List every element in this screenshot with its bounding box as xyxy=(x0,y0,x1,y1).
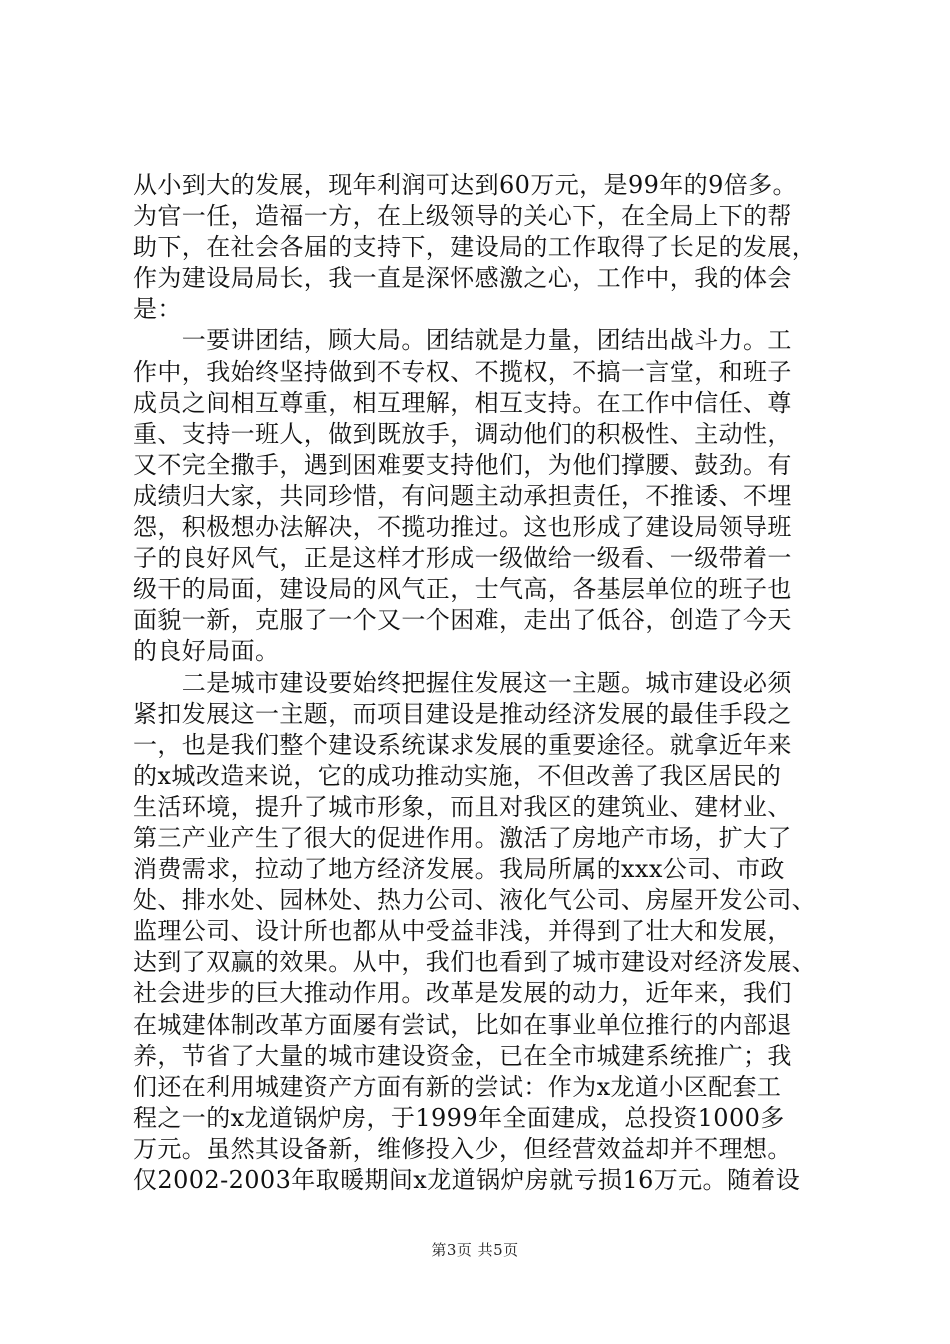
text-line: 级干的局面，建设局的风气正，士气高，各基层单位的班子也 xyxy=(133,575,792,604)
text-line: 第三产业产生了很大的促进作用。激活了房地产市场，扩大了 xyxy=(133,823,792,852)
text-line: 达到了双赢的效果。从中，我们也看到了城市建设对经济发展、 xyxy=(133,948,817,977)
text-line: 消费需求，拉动了地方经济发展。我局所属的xxx公司、市政 xyxy=(133,855,785,884)
text-line: 仅2002-2003年取暖期间x龙道锅炉房就亏损16万元。随着设 xyxy=(133,1166,801,1194)
text-line: 一要讲团结，顾大局。团结就是力量，团结出战斗力。工 xyxy=(133,326,792,355)
text-line: 助下，在社会各届的支持下，建设局的工作取得了长足的发展， xyxy=(133,233,817,262)
text-line: 紧扣发展这一主题，而项目建设是推动经济发展的最佳手段之 xyxy=(133,699,792,728)
text-line: 怨，积极想办法解决，不揽功推过。这也形成了建设局领导班 xyxy=(133,513,792,542)
text-line: 的x城改造来说，它的成功推动实施，不但改善了我区居民的 xyxy=(133,761,782,790)
text-line: 社会进步的巨大推动作用。改革是发展的动力，近年来，我们 xyxy=(133,979,792,1008)
text-line: 二是城市建设要始终把握住发展这一主题。城市建设必须 xyxy=(133,668,792,697)
text-line: 养，节省了大量的城市建设资金，已在全市城建系统推广；我 xyxy=(133,1041,792,1070)
text-line: 一，也是我们整个建设系统谋求发展的重要途径。就拿近年来 xyxy=(133,730,792,759)
text-line: 处、排水处、园林处、热力公司、液化气公司、房屋开发公司、 xyxy=(133,886,817,915)
text-line: 的良好局面。 xyxy=(133,637,280,666)
text-line: 生活环境，提升了城市形象，而且对我区的建筑业、建材业、 xyxy=(133,792,792,821)
text-line: 万元。虽然其设备新，维修投入少，但经营效益却并不理想。 xyxy=(133,1134,792,1163)
text-line: 又不完全撒手，遇到困难要支持他们，为他们撑腰、鼓劲。有 xyxy=(133,450,792,479)
text-line: 程之一的x龙道锅炉房，于1999年全面建成，总投资1000多 xyxy=(133,1103,785,1132)
text-line: 作为建设局局长，我一直是深怀感激之心，工作中，我的体会 xyxy=(133,264,792,293)
text-line: 作中，我始终坚持做到不专权、不揽权，不搞一言堂，和班子 xyxy=(133,357,792,386)
text-line: 面貌一新，克服了一个又一个困难，走出了低谷，创造了今天 xyxy=(133,606,792,635)
text-line: 从小到大的发展，现年利润可达到60万元，是99年的9倍多。 xyxy=(133,171,797,199)
text-line: 监理公司、设计所也都从中受益非浅，并得到了壮大和发展， xyxy=(133,917,792,946)
text-line: 成员之间相互尊重，相互理解，相互支持。在工作中信任、尊 xyxy=(133,388,792,417)
text-line: 重、支持一班人，做到既放手，调动他们的积极性、主动性， xyxy=(133,419,792,448)
text-line: 为官一任，造福一方，在上级领导的关心下，在全局上下的帮 xyxy=(133,202,792,231)
text-line: 子的良好风气，正是这样才形成一级做给一级看、一级带着一 xyxy=(133,544,792,573)
page-footer: 第3页 共5页 xyxy=(431,1241,519,1259)
document-body xyxy=(133,170,823,1196)
text-line: 在城建体制改革方面屡有尝试，比如在事业单位推行的内部退 xyxy=(133,1010,792,1039)
text-line: 们还在利用城建资产方面有新的尝试：作为x龙道小区配套工 xyxy=(133,1072,782,1101)
text-line: 成绩归大家，共同珍惜，有问题主动承担责任，不推诿、不埋 xyxy=(133,481,792,510)
text-line: 是： xyxy=(133,295,182,324)
